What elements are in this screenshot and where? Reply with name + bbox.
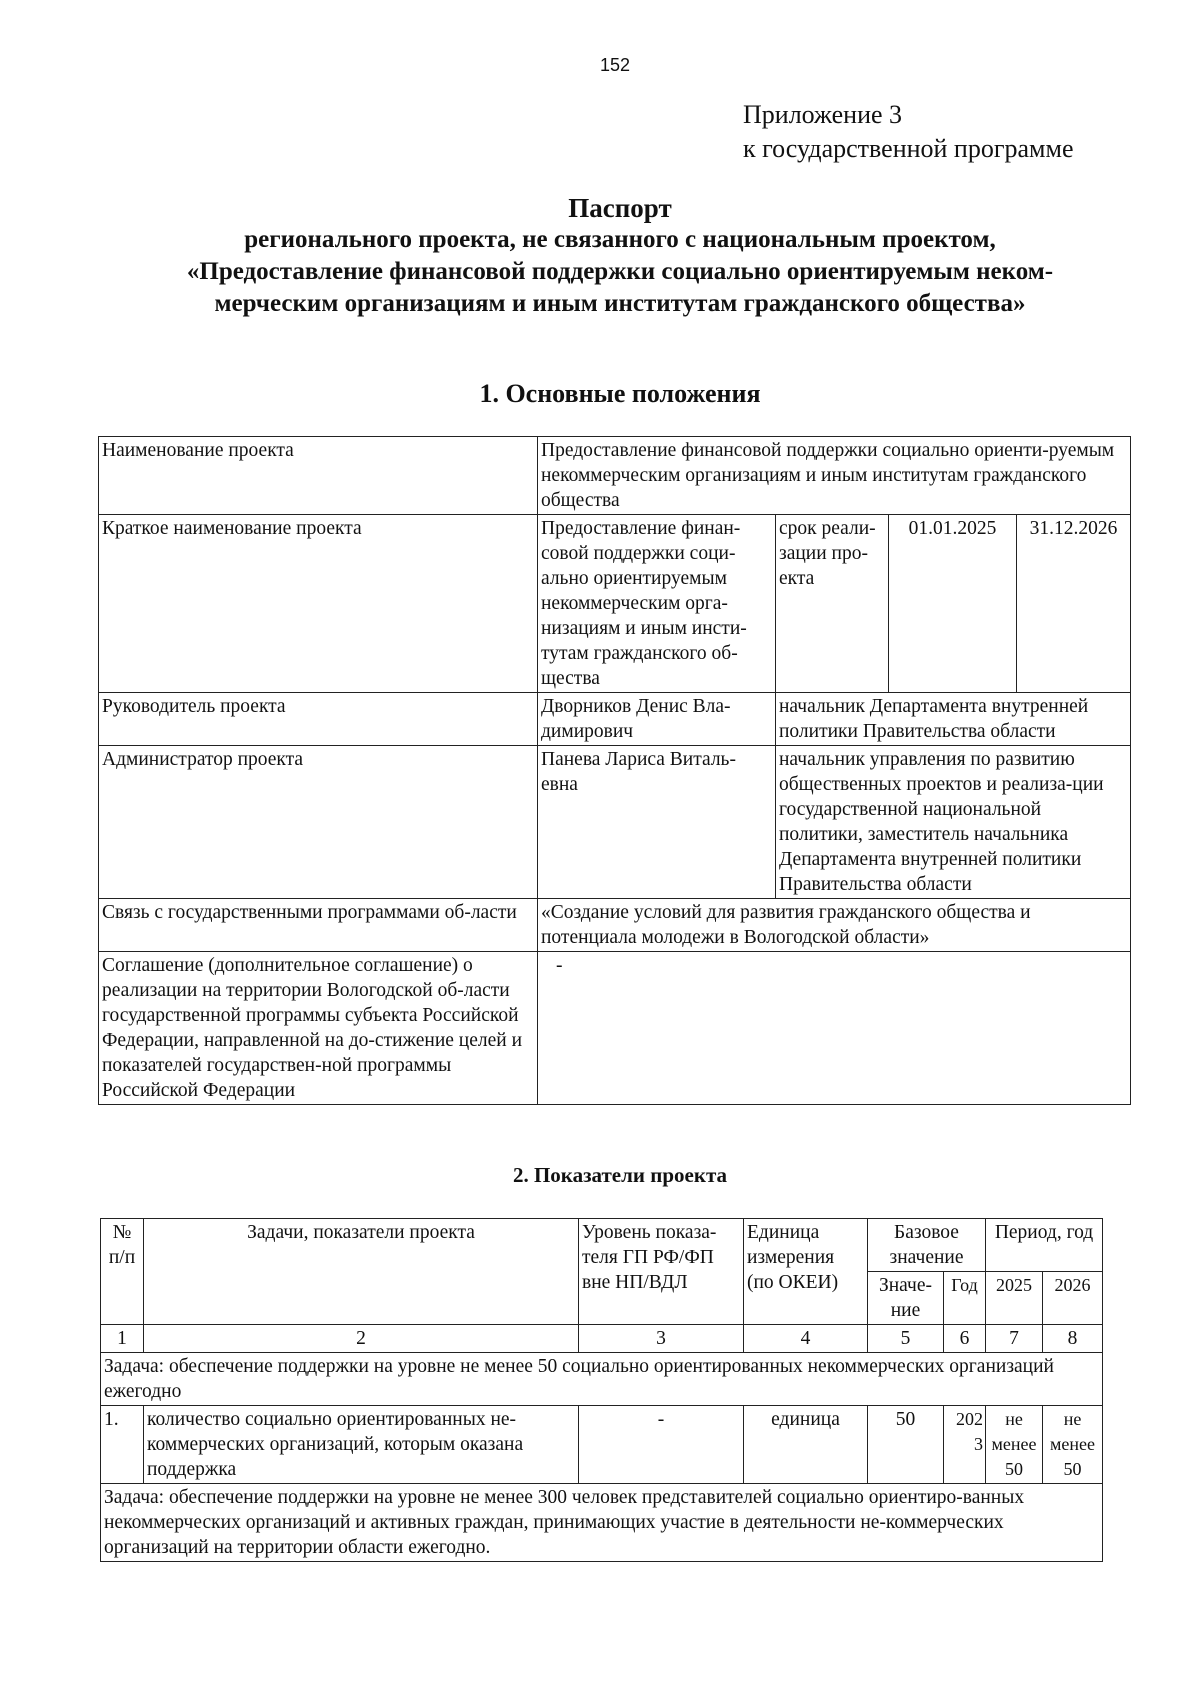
head-position: начальник Департамента внутренней политики Правительства области [776, 693, 1131, 746]
basic-info-table [98, 436, 1131, 1105]
row-num: 1. [101, 1406, 144, 1484]
col-number: 7 [986, 1325, 1043, 1353]
title-line-3: «Предоставление финансовой поддержки социально ориентируемым неком- [186, 258, 1054, 285]
term-end: 31.12.2026 [1017, 515, 1131, 693]
header-2026: 2026 [1043, 1272, 1103, 1325]
page-number: 152 [599, 55, 631, 75]
project-name-value: Предоставление финансовой поддержки социально ориенти-руемым некоммерческим организациям и иным институтам гражданского общества [538, 437, 1131, 515]
base-year: 202 3 [944, 1406, 986, 1484]
indicator-unit: единица [744, 1406, 868, 1484]
col-number: 1 [101, 1325, 144, 1353]
header-2025: 2025 [986, 1272, 1043, 1325]
table-header-row [101, 1219, 1103, 1272]
header-num: № п/п [101, 1219, 144, 1325]
column-numbers-row [101, 1325, 1103, 1353]
document-title [100, 192, 1140, 320]
project-name-label: Наименование проекта [99, 437, 538, 515]
section-1-heading: 1. Основные положения [479, 379, 761, 408]
agreement-value: - [538, 952, 1131, 1105]
value-2026: не менее 50 [1043, 1406, 1103, 1484]
table-row [99, 746, 1131, 899]
head-name: Дворников Денис Вла-димирович [538, 693, 776, 746]
title-line-4: мерческим организациям и иным институтам гражданского общества» [214, 290, 1026, 317]
col-number: 5 [868, 1325, 944, 1353]
appendix-note [743, 98, 1074, 166]
indicators-table [100, 1218, 1103, 1562]
header-base: Базовое значение [868, 1219, 986, 1272]
section-2-heading: 2. Показатели проекта [512, 1163, 728, 1187]
header-base-value: Значе-ние [868, 1272, 944, 1325]
agreement-label: Соглашение (дополнительное соглашение) о реализации на территории Вологодской об-ласти государственной программы субъекта Российской Федерации, направленной на до-стижение целей и показателей государствен-ной программы Российской Федерации [99, 952, 538, 1105]
short-name-label: Краткое наименование проекта [99, 515, 538, 693]
header-unit: Единица измерения (по ОКЕИ) [744, 1219, 868, 1325]
base-value: 50 [868, 1406, 944, 1484]
task-row [101, 1484, 1103, 1562]
appendix-line-2: к государственной программе [743, 134, 1074, 163]
header-period: Период, год [986, 1219, 1103, 1272]
table-row [99, 693, 1131, 746]
admin-label: Администратор проекта [99, 746, 538, 899]
col-number: 6 [944, 1325, 986, 1353]
admin-position: начальник управления по развитию общественных проектов и реализа-ции государственной национальной политики, заместитель начальника Департамента внутренней политики Правительства области [776, 746, 1131, 899]
term-start: 01.01.2025 [889, 515, 1017, 693]
task-row [101, 1353, 1103, 1406]
table-row [99, 899, 1131, 952]
task-1: Задача: обеспечение поддержки на уровне не менее 50 социально ориентированных некоммерческих организаций ежегодно [101, 1353, 1103, 1406]
col-number: 4 [744, 1325, 868, 1353]
title-line-2: регионального проекта, не связанного с национальным проектом, [244, 226, 996, 253]
task-2: Задача: обеспечение поддержки на уровне не менее 300 человек представителей социально ориентиро-ванных некоммерческих организаций и активных граждан, принимающих участие в деятельности не-коммерческих организаций на территории области ежегодно. [101, 1484, 1103, 1562]
table-row [101, 1406, 1103, 1484]
program-link-value: «Создание условий для развития гражданского общества и потенциала молодежи в Вологодской области» [538, 899, 1131, 952]
short-name-value: Предоставление финан-совой поддержки соци-ально ориентируемым некоммерческим орга-низациям и иным инсти-тутам гражданского об-щества [538, 515, 776, 693]
header-base-year: Год [944, 1272, 986, 1325]
title-line-1: Паспорт [568, 193, 672, 223]
indicator-name: количество социально ориентированных не-коммерческих организаций, которым оказана поддержка [144, 1406, 579, 1484]
admin-name: Панева Лариса Виталь-евна [538, 746, 776, 899]
value-2025: не менее 50 [986, 1406, 1043, 1484]
col-number: 8 [1043, 1325, 1103, 1353]
table-row [99, 952, 1131, 1105]
indicator-level: - [579, 1406, 744, 1484]
col-number: 2 [144, 1325, 579, 1353]
header-level: Уровень показа-теля ГП РФ/ФП вне НП/ВДЛ [579, 1219, 744, 1325]
header-tasks: Задачи, показатели проекта [144, 1219, 579, 1325]
col-number: 3 [579, 1325, 744, 1353]
appendix-line-1: Приложение 3 [743, 100, 903, 129]
program-link-label: Связь с государственными программами об-ласти [99, 899, 538, 952]
term-label: срок реали-зации про-екта [776, 515, 889, 693]
table-row [99, 515, 1131, 693]
head-label: Руководитель проекта [99, 693, 538, 746]
table-row [99, 437, 1131, 515]
